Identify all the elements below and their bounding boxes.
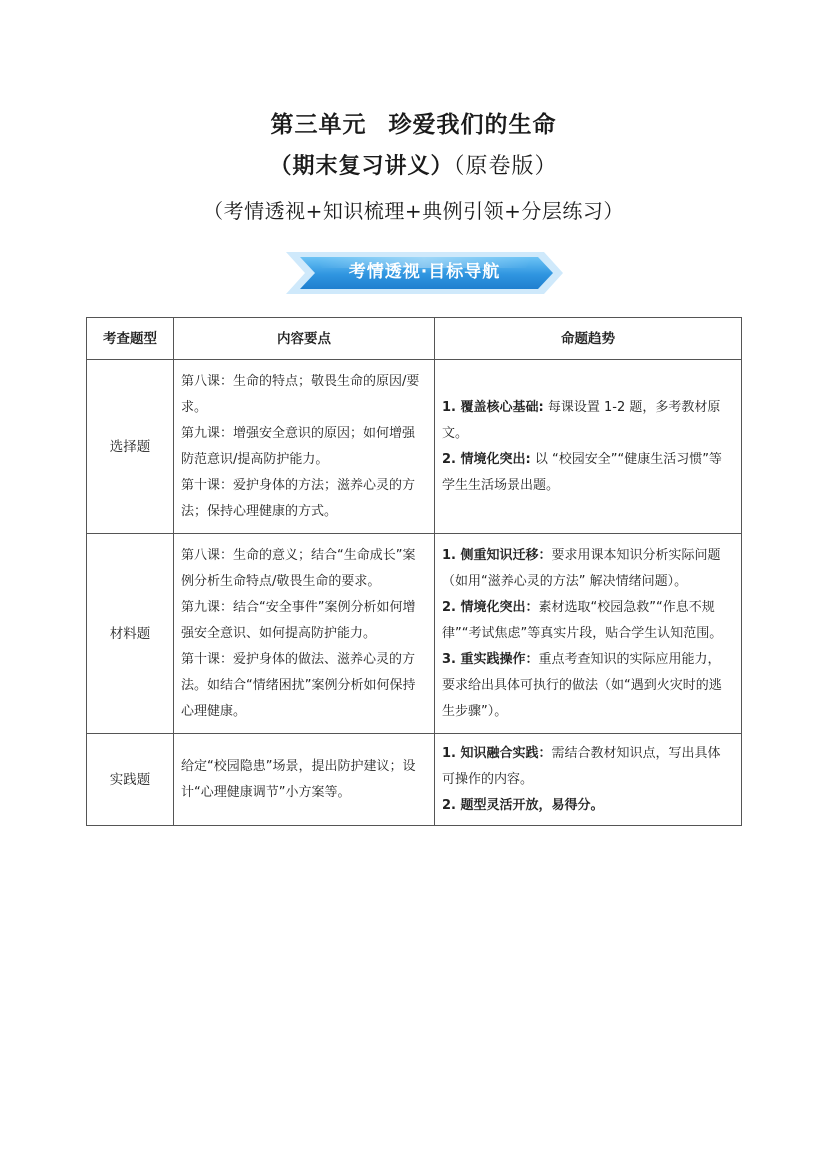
trend-item	[442, 595, 733, 647]
trend-lead: 2. 情境化突出:	[442, 451, 531, 467]
trend-text: 以 “校园安全”“健康生活习惯”等学生生活场景出题。	[442, 451, 722, 493]
trend-item	[442, 447, 733, 499]
document-tagline: （考情透视+知识梳理+典例引领+分层练习）	[203, 199, 624, 223]
table-row	[87, 734, 742, 826]
table-row	[87, 360, 742, 534]
content-point: 第九课：增强安全意识的原因；如何增强防范意识/提高防护能力。	[181, 425, 416, 467]
section-banner	[286, 248, 563, 298]
trend-cell	[435, 534, 742, 734]
subtitle-review: （期末复习讲义）	[269, 153, 454, 179]
content-point: 第八课：生命的特点；敬畏生命的原因/要求。	[181, 373, 420, 415]
header-content-points: 内容要点	[174, 318, 435, 360]
content-point: 第十课：爱护身体的做法、滋养心灵的方法。如结合“情绪困扰”案例分析如何保持心理健康。	[181, 651, 416, 719]
question-type-cell: 实践题	[87, 734, 174, 826]
trend-lead: 3. 重实践操作：	[442, 651, 539, 667]
trend-text: 重点考查知识的实际应用能力，要求给出具体可执行的做法（如“遇到火灾时的逃生步骤”）。	[442, 651, 722, 719]
header-question-type: 考查题型	[87, 318, 174, 360]
trend-text: 每课设置 1-2 题，多考教材原文。	[442, 399, 721, 441]
content-point: 第九课：结合“安全事件”案例分析如何增强安全意识、如何提高防护能力。	[181, 599, 416, 641]
trend-item	[442, 793, 733, 819]
content-point: 第八课：生命的意义；结合“生命成长”案例分析生命特点/敬畏生命的要求。	[181, 547, 416, 589]
trend-item	[442, 543, 733, 595]
trend-item	[442, 647, 733, 725]
table-header-row	[87, 318, 742, 360]
trend-lead: 1. 知识融合实践：	[442, 745, 552, 761]
content-point: 给定“校园隐患”场景，提出防护建议；设计“心理健康调节”小方案等。	[181, 758, 416, 800]
document-subtitle	[0, 149, 827, 180]
trend-text: 需结合教材知识点，写出具体可操作的内容。	[442, 745, 721, 787]
trend-lead: 2. 题型灵活开放，易得分。	[442, 797, 604, 813]
question-type-cell: 材料题	[87, 534, 174, 734]
document-title	[0, 106, 827, 139]
trend-lead: 1. 覆盖核心基础:	[442, 399, 544, 415]
exam-analysis-table	[86, 317, 742, 826]
trend-lead: 2. 情境化突出：	[442, 599, 539, 615]
content-points-cell	[174, 734, 435, 826]
content-points-cell	[174, 360, 435, 534]
trend-text: 要求用课本知识分析实际问题（如用“滋养心灵的方法” 解决情绪问题）。	[442, 547, 721, 589]
trend-lead: 1. 侧重知识迁移：	[442, 547, 552, 563]
subtitle-version: （原卷版）	[453, 154, 558, 179]
trend-cell	[435, 360, 742, 534]
table-row	[87, 534, 742, 734]
trend-cell	[435, 734, 742, 826]
content-point: 第十课：爱护身体的方法；滋养心灵的方法；保持心理健康的方式。	[181, 477, 416, 519]
content-points-cell	[174, 534, 435, 734]
title-topic: 珍爱我们的生命	[388, 111, 557, 138]
trend-item	[442, 395, 733, 447]
trend-text: 素材选取“校园急救”“作息不规律”“考试焦虑”等真实片段，贴合学生认知范围。	[442, 599, 723, 641]
question-type-cell: 选择题	[87, 360, 174, 534]
title-unit: 第三单元	[270, 111, 367, 138]
trend-item	[442, 741, 733, 793]
header-trends: 命题趋势	[435, 318, 742, 360]
banner-label: 考情透视·目标导航	[348, 262, 501, 282]
